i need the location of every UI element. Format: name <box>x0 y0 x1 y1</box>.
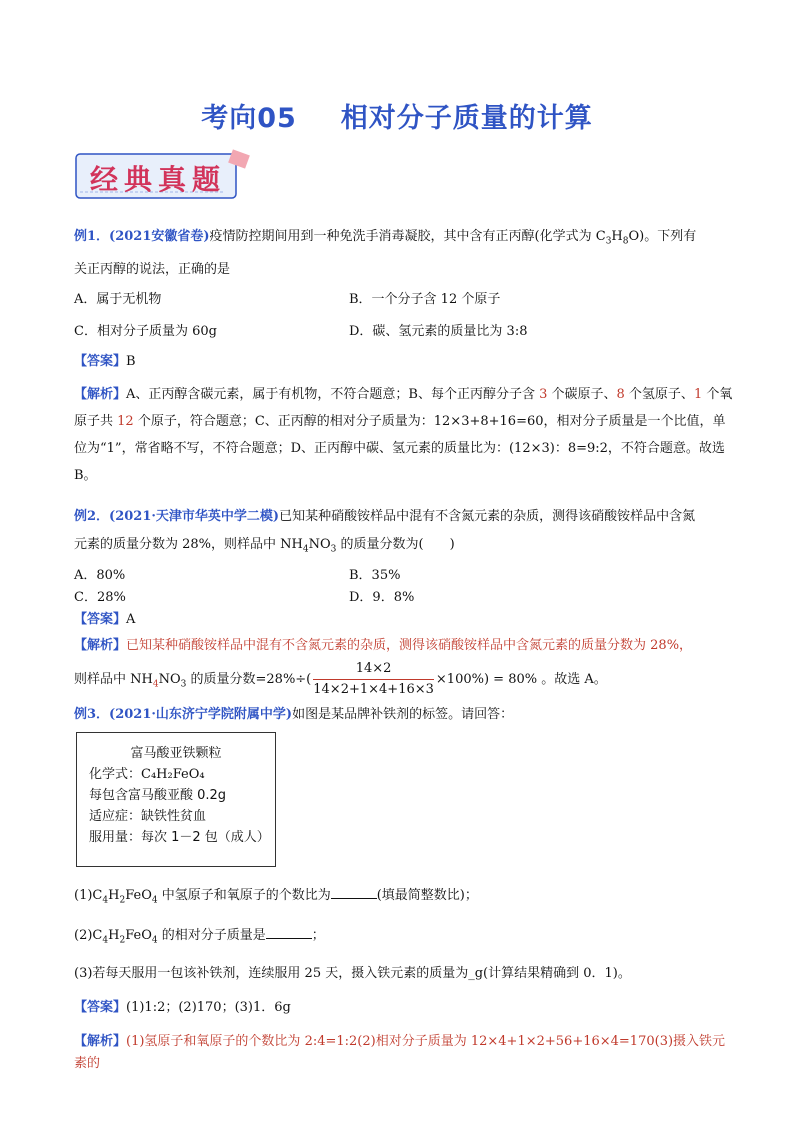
example-1-stem-text: O)。下列有 <box>628 229 697 244</box>
page-title-text: 相对分子质量的计算 <box>340 103 593 134</box>
answer-label: 【答案】 <box>74 611 127 627</box>
analysis-text: 的质量分数=28%÷( <box>186 671 312 687</box>
a1: 1 <box>693 386 703 402</box>
answer-blank[interactable] <box>331 884 377 899</box>
label-formula-key: 化学式： <box>89 767 142 782</box>
label-indication: 适应症：缺铁性贫血 <box>89 809 207 824</box>
sub: 2 <box>119 935 126 946</box>
answer-blank[interactable] <box>266 924 312 939</box>
sub: 3 <box>330 544 337 555</box>
sub: 4 <box>152 679 159 690</box>
example-1-options <box>74 289 734 343</box>
example-1-stem-line2: 关正丙醇的说法，正确的是 <box>74 261 231 277</box>
option-c: C．28% <box>74 589 126 605</box>
example-3-source: (2021·山东济宁学院附属中学) <box>109 707 293 722</box>
q-text: (1)C <box>74 888 103 903</box>
option-d: D．9．8% <box>349 589 415 605</box>
sub: 4 <box>151 935 158 946</box>
q-text: FeO <box>125 927 152 943</box>
analysis-text: 则样品中 NH <box>74 671 153 687</box>
sub: 4 <box>151 895 158 906</box>
q-text: (填最简整数比)； <box>376 888 478 903</box>
example-1-label: 例1． <box>74 229 110 244</box>
page-title <box>0 96 794 135</box>
example-2-analysis-line2 <box>74 659 734 700</box>
answer-value: (1)1:2；(2)170；(3)1．6g <box>126 1000 291 1016</box>
mass-fraction <box>313 659 434 700</box>
analysis-text: 已知某种硝酸铵样品中混有不含氮元素的杂质，测得该硝酸铵样品中含氮元素的质量分数为 28%， <box>126 637 693 653</box>
example-2-label: 例2． <box>74 509 110 524</box>
example-1 <box>74 226 734 489</box>
question-3: (3)若每天服用一包该补铁剂，连续服用 25 天，摄入铁元素的质量为_g(计算结果精确到 0．1)。 <box>74 966 631 982</box>
label-title: 富马酸亚铁颗粒 <box>130 746 222 761</box>
answer-label: 【答案】 <box>74 1000 127 1016</box>
sub: 8 <box>622 236 629 247</box>
a1: A、正丙醇含碳元素，属于有机物，不符合题意；B、每个正丙醇分子含 <box>126 386 540 402</box>
question-2 <box>74 924 734 952</box>
example-2-stem-text: 的质量分数为( ) <box>336 537 455 552</box>
example-2-stem <box>74 506 734 528</box>
example-2-options <box>74 565 734 609</box>
analysis-label: 【解析】 <box>74 386 127 402</box>
option-a: A．属于无机物 <box>74 291 162 307</box>
q-text: H <box>108 888 120 903</box>
q-text: H <box>108 927 120 943</box>
analysis-text: (1)氢原子和氧原子的个数比为 2:4=1:2(2)相对分子质量为 12×4+1×2+56+16×4=170(3)摄入铁元素的 <box>74 1034 726 1072</box>
answer-value: A <box>126 611 136 627</box>
sub: 2 <box>119 895 126 906</box>
example-3-stem-text: 如图是某品牌补铁剂的标签。请回答： <box>292 707 514 722</box>
answer-label: 【答案】 <box>74 353 127 369</box>
product-label-box <box>76 732 276 867</box>
option-b: B．一个分子含 12 个原子 <box>349 291 501 307</box>
a1: 8 <box>616 386 625 402</box>
example-1-analysis <box>74 381 734 489</box>
sub: 4 <box>102 935 109 946</box>
q-text: ； <box>311 927 325 943</box>
q-text: 的相对分子质量是 <box>157 927 266 943</box>
a1: 个碳原子、 <box>547 386 617 402</box>
label-formula <box>89 764 275 785</box>
label-formula-value: C₄H₂FeO₄ <box>141 767 205 782</box>
sub: 3 <box>180 679 187 690</box>
example-3-stem <box>74 704 734 726</box>
label-usage: 服用量：每次 1－2 包（成人） <box>89 830 270 845</box>
example-3-questions <box>74 884 734 1075</box>
example-1-stem-text: H <box>611 229 623 244</box>
a1: 个氧原子共 <box>74 386 733 429</box>
example-1-source: (2021安徽省卷) <box>109 229 210 244</box>
q-text: 中氢原子和氧原子的个数比为 <box>157 888 331 903</box>
a1: 12 <box>117 413 134 429</box>
a1: 3 <box>539 386 548 402</box>
example-2-analysis <box>74 635 734 657</box>
example-3-analysis <box>74 1031 734 1075</box>
option-a: A．80% <box>74 567 126 583</box>
option-c: C．相对分子质量为 60g <box>74 323 217 339</box>
option-d: D．碳、氢元素的质量比为 3:8 <box>349 323 528 339</box>
example-1-answer <box>74 351 734 373</box>
example-3 <box>74 704 734 726</box>
q-text: (2)C <box>74 927 103 943</box>
analysis-label: 【解析】 <box>74 637 127 653</box>
example-2-answer <box>74 609 734 631</box>
example-2-source: (2021·天津市华英中学二模) <box>109 509 280 524</box>
example-2-stem-text: 元素的质量分数为 28%，则样品中 NH <box>74 537 303 552</box>
q-text: FeO <box>125 888 152 903</box>
example-2 <box>74 506 734 700</box>
banner-text: 经典真题 <box>90 163 227 196</box>
analysis-text: NO <box>158 671 181 687</box>
example-1-stem-text: 疫情防控期间用到一种免洗手消毒凝胶，其中含有正丙醇(化学式为 C <box>209 229 606 244</box>
section-banner <box>74 148 254 204</box>
example-1-stem <box>74 226 734 253</box>
label-dose: 每包含富马酸亚酸 0.2g <box>89 788 227 803</box>
fraction-numerator: 14×2 <box>313 659 434 680</box>
a1: 个原子，符合题意；C、正丙醇的相对分子质量为：12×3+8+16=60，相对分子质量是一个比值，单位为“1”，常省略不写，不符合题意；D、正丙醇中碳、氢元素的质量比为：(12×3)：8=9:2，不符合题意。故选B。 <box>74 413 726 483</box>
fraction-denominator: 14×2+1×4+16×3 <box>313 681 434 697</box>
option-b: B．35% <box>349 567 401 583</box>
a1: 个氢原子、 <box>624 386 694 402</box>
example-2-stem-text: NO <box>308 537 331 552</box>
analysis-label: 【解析】 <box>74 1034 127 1050</box>
answer-value: B <box>126 353 136 369</box>
example-3-label: 例3． <box>74 707 110 722</box>
question-1 <box>74 884 734 912</box>
analysis-text: ×100%) = 80% 。故选 A。 <box>435 671 607 687</box>
sub: 3 <box>605 236 612 247</box>
example-2-stem-text: 已知某种硝酸铵样品中混有不含氮元素的杂质，测得该硝酸铵样品中含氮 <box>279 509 696 524</box>
page-title-number: 考向05 <box>201 103 297 134</box>
sub: 4 <box>102 895 109 906</box>
example-2-stem-line2 <box>74 534 734 561</box>
sub: 4 <box>302 544 309 555</box>
example-3-answer <box>74 997 734 1019</box>
